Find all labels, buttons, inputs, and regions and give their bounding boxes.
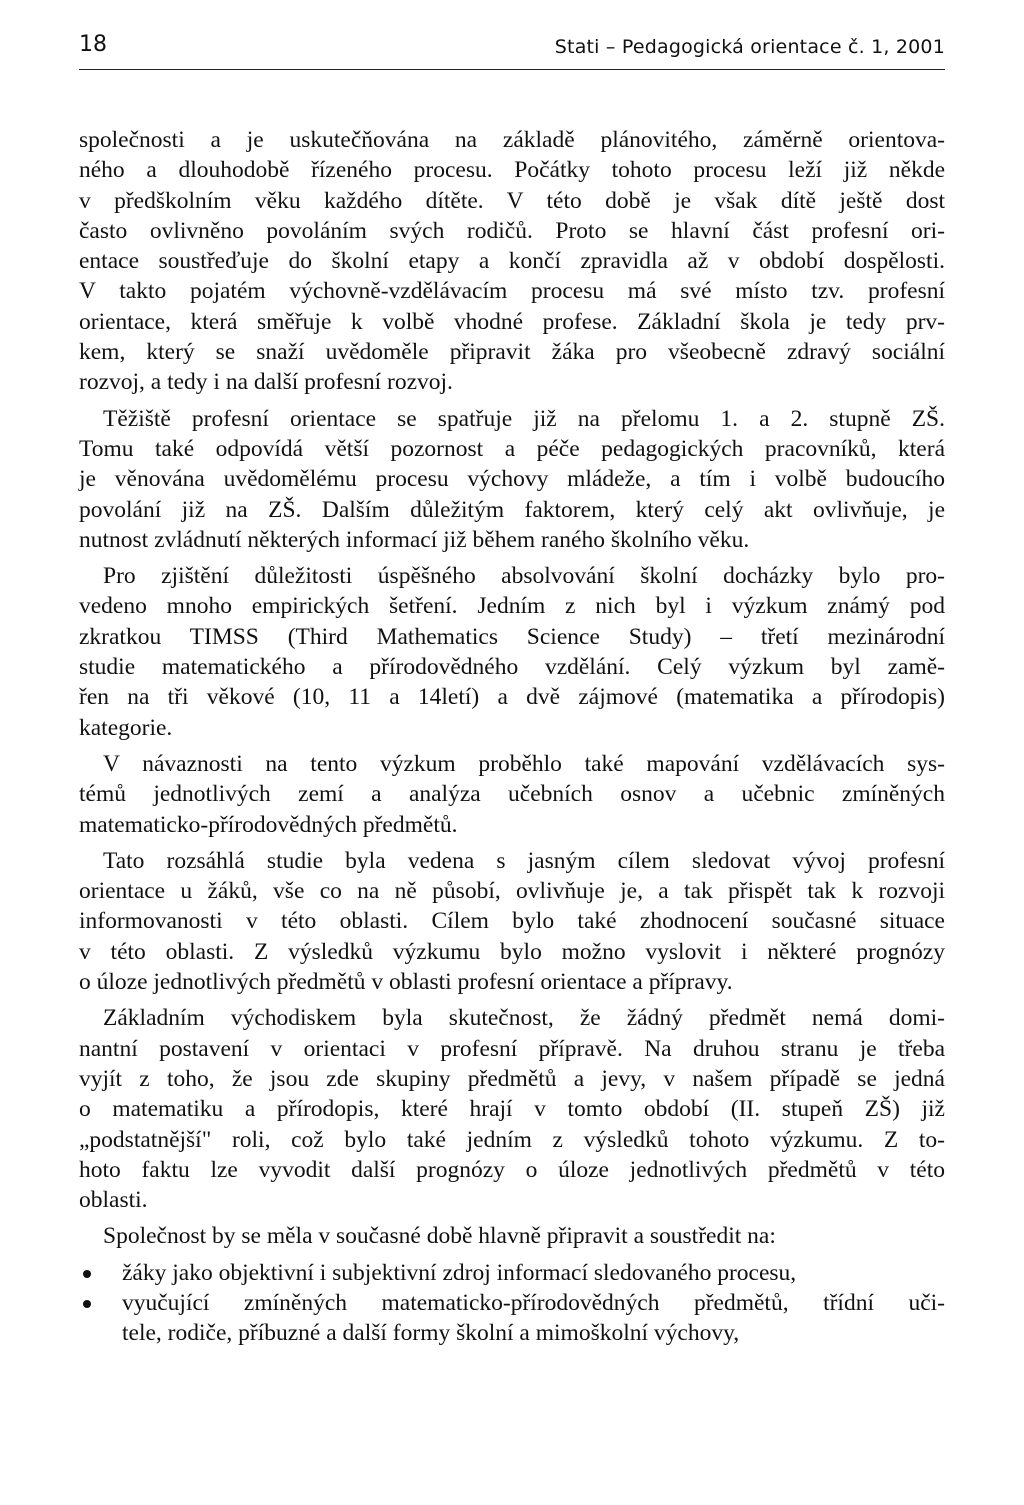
text-line: informovanosti v této oblasti. Cílem bylo také zhodnocení současné situace bbox=[79, 908, 945, 935]
text-line: rozvoj, a tedy i na další profesní rozvoj. bbox=[79, 369, 453, 396]
text-line: Společnost by se měla v současné době hlavně připravit a soustředit na: bbox=[103, 1223, 776, 1250]
text-line: hoto faktu lze vyvodit další prognózy o úloze jednotlivých předmětů v této bbox=[79, 1156, 945, 1183]
text-line: společnosti a je uskutečňována na základě plánovitého, záměrně orientova- bbox=[79, 127, 945, 153]
paragraph bbox=[79, 1221, 945, 1251]
text-line: často ovlivněno povoláním svých rodičů. Proto se hlavní část profesní ori- bbox=[79, 217, 945, 244]
text-line: Pro zjištění důležitosti úspěšného absolvování školní docházky bylo pro- bbox=[103, 563, 945, 590]
text-line: zkratkou TIMSS (Third Mathematics Science Study) – třetí mezinárodní bbox=[79, 623, 945, 650]
body-text bbox=[79, 125, 945, 1349]
paragraph bbox=[79, 1003, 945, 1215]
bullet-list bbox=[79, 1258, 945, 1349]
text-line: žáky jako objektivní i subjektivní zdroj informací sledovaného procesu, bbox=[122, 1259, 797, 1286]
text-line: orientace u žáků, vše co na ně působí, ovlivňuje je, a tak přispět tak k rozvoji bbox=[79, 878, 945, 905]
text-line: je věnována uvědomělému procesu výchovy mládeže, a tím i volbě budoucího bbox=[79, 466, 945, 493]
text-line: studie matematického a přírodovědného vzdělání. Celý výzkum byl zamě- bbox=[79, 654, 945, 681]
text-line: řen na tři věkové (10, 11 a 14letí) a dvě zájmové (matematika a přírodopis) bbox=[79, 684, 945, 711]
text-line: témů jednotlivých zemí a analýza učebních osnov a učebnic zmíněných bbox=[79, 781, 945, 808]
list-item bbox=[79, 1288, 945, 1349]
text-line: „podstatnější" roli, což bylo také jedním z výsledků tohoto výzkumu. Z to- bbox=[79, 1126, 945, 1153]
bullet-icon bbox=[83, 1270, 91, 1278]
bullet-icon bbox=[83, 1300, 91, 1308]
text-line: o úloze jednotlivých předmětů v oblasti profesní orientace a přípravy. bbox=[79, 969, 733, 996]
paragraph bbox=[79, 561, 945, 743]
text-line: vyjít z toho, že jsou zde skupiny předmětů a jevy, v našem případě se jedná bbox=[79, 1065, 945, 1092]
text-line: Tato rozsáhlá studie byla vedena s jasným cílem sledovat vývoj profesní bbox=[103, 847, 945, 874]
text-line: o matematiku a přírodopis, které hrají v tomto období (II. stupeň ZŠ) již bbox=[79, 1096, 945, 1123]
text-line: nutnost zvládnutí některých informací již během raného školního věku. bbox=[79, 526, 750, 553]
text-line: kem, který se snaží uvědoměle připravit žáka pro všeobecně zdravý sociální bbox=[79, 339, 945, 366]
list-item bbox=[79, 1258, 945, 1288]
text-line: povolání již na ZŠ. Dalším důležitým faktorem, který celý akt ovlivňuje, je bbox=[79, 496, 945, 523]
paragraph bbox=[79, 846, 945, 997]
text-line: vyučující zmíněných matematicko-přírodovědných předmětů, třídní uči- bbox=[122, 1289, 945, 1316]
text-line: Tomu také odpovídá větší pozornost a péče pedagogických pracovníků, která bbox=[79, 435, 945, 462]
running-head: Stati – Pedagogická orientace č. 1, 2001 bbox=[554, 36, 945, 58]
text-line: v předškolním věku každého dítěte. V této době je však dítě ještě dost bbox=[79, 187, 945, 214]
text-line: kategorie. bbox=[79, 714, 173, 741]
text-line: v této oblasti. Z výsledků výzkumu bylo možno vyslovit i některé prognózy bbox=[79, 938, 945, 965]
paragraph bbox=[79, 749, 945, 840]
text-line: Základním východiskem byla skutečnost, že žádný předmět nemá domi- bbox=[103, 1005, 945, 1032]
text-line: vedeno mnoho empirických šetření. Jedním z nich byl i výzkum známý pod bbox=[79, 593, 945, 620]
text-line: Těžiště profesní orientace se spatřuje již na přelomu 1. a 2. stupně ZŠ. bbox=[103, 405, 945, 432]
text-line: matematicko-přírodovědných předmětů. bbox=[79, 811, 458, 838]
text-line: V takto pojatém výchovně-vzdělávacím procesu má své místo tzv. profesní bbox=[79, 278, 945, 305]
text-line: tele, rodiče, příbuzné a další formy školní a mimoškolní výchovy, bbox=[122, 1320, 740, 1347]
text-line: oblasti. bbox=[79, 1187, 148, 1214]
text-line: ného a dlouhodobě řízeného procesu. Počátky tohoto procesu leží již někde bbox=[79, 157, 945, 184]
header-rule bbox=[79, 69, 945, 70]
text-line: nantní postavení v orientaci v profesní přípravě. Na druhou stranu je třeba bbox=[79, 1035, 945, 1062]
page-number: 18 bbox=[79, 32, 107, 57]
paragraph bbox=[79, 404, 945, 555]
text-line: orientace, která směřuje k volbě vhodné profese. Základní škola je tedy prv- bbox=[79, 308, 945, 335]
text-line: entace soustřeďuje do školní etapy a končí zpravidla až v období dospělosti. bbox=[79, 248, 945, 275]
page-header bbox=[79, 32, 945, 66]
paragraph bbox=[79, 125, 945, 398]
text-line: V návaznosti na tento výzkum proběhlo také mapování vzdělávacích sys- bbox=[103, 750, 945, 777]
